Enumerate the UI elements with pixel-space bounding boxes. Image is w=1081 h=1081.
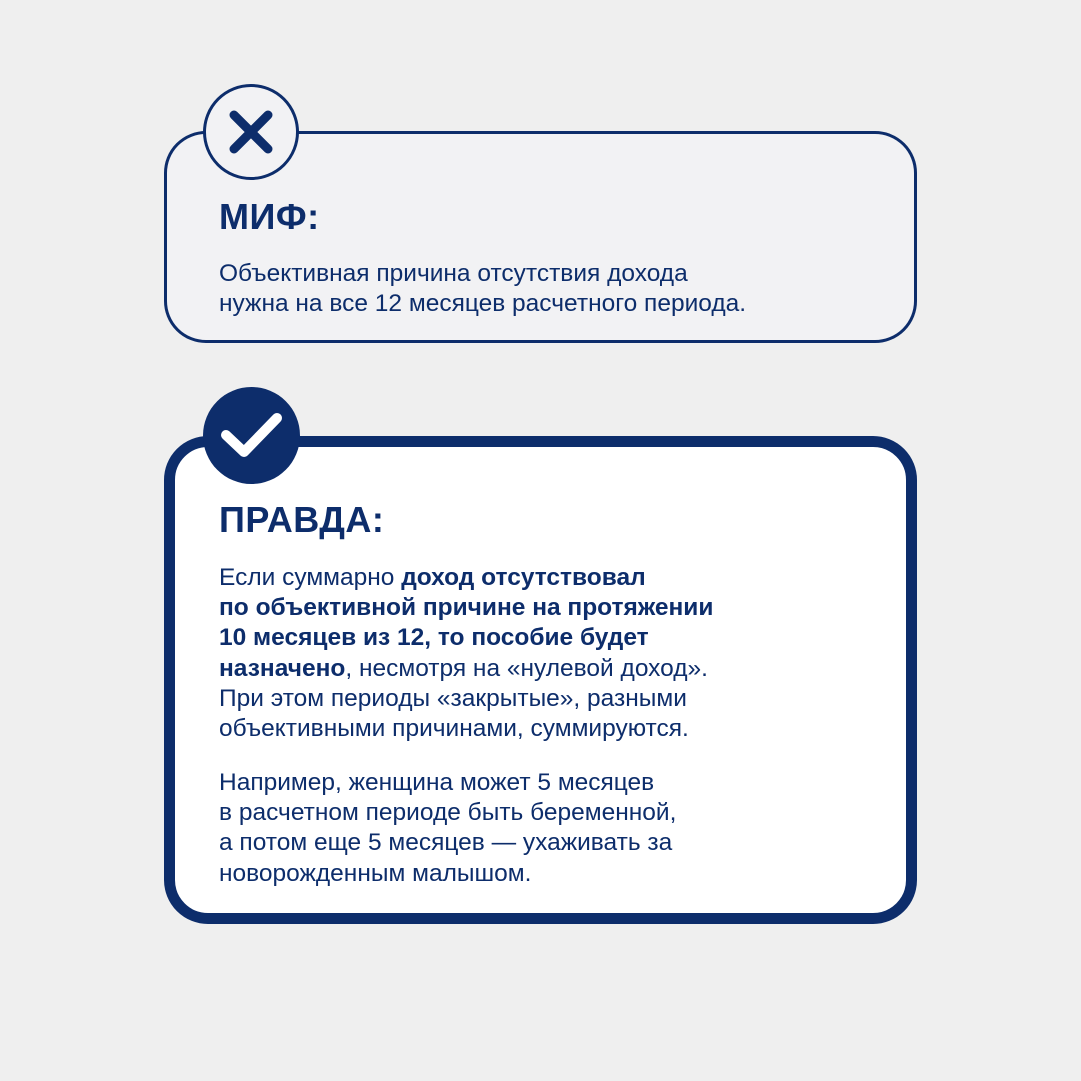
truth-highlight: 10 месяцев из 12, то пособие будет [219, 624, 649, 652]
myth-badge [203, 84, 299, 180]
truth-segment: объективными причинами, суммируются. [219, 715, 689, 743]
truth-segment: , несмотря на «нулевой доход». [345, 654, 708, 682]
example-line: в расчетном периоде быть беременной, [219, 799, 677, 827]
truth-title: ПРАВДА: [219, 499, 385, 540]
truth-segment: При этом периоды «закрытые», разными [219, 684, 687, 712]
myth-line: Объективная причина отсутствия дохода [219, 260, 688, 287]
truth-example [219, 768, 676, 889]
cross-icon [206, 87, 296, 177]
checkmark-icon [203, 387, 300, 484]
truth-highlight: по объективной причине на протяжении [219, 594, 714, 622]
truth-highlight: доход отсутствовал [401, 564, 646, 591]
myth-line: нужна на все 12 месяцев расчетного периода. [219, 290, 747, 318]
truth-highlight: назначено [219, 654, 346, 682]
truth-badge [203, 387, 300, 484]
example-line: Например, женщина может 5 месяцев [219, 769, 655, 796]
myth-text [219, 259, 746, 319]
example-line: а потом еще 5 месяцев — ухаживать за [219, 829, 673, 857]
myth-title: МИФ: [219, 196, 320, 237]
truth-text [219, 563, 713, 744]
example-line: новорожденным малышом. [219, 859, 532, 887]
truth-segment: Если суммарно [219, 564, 402, 591]
